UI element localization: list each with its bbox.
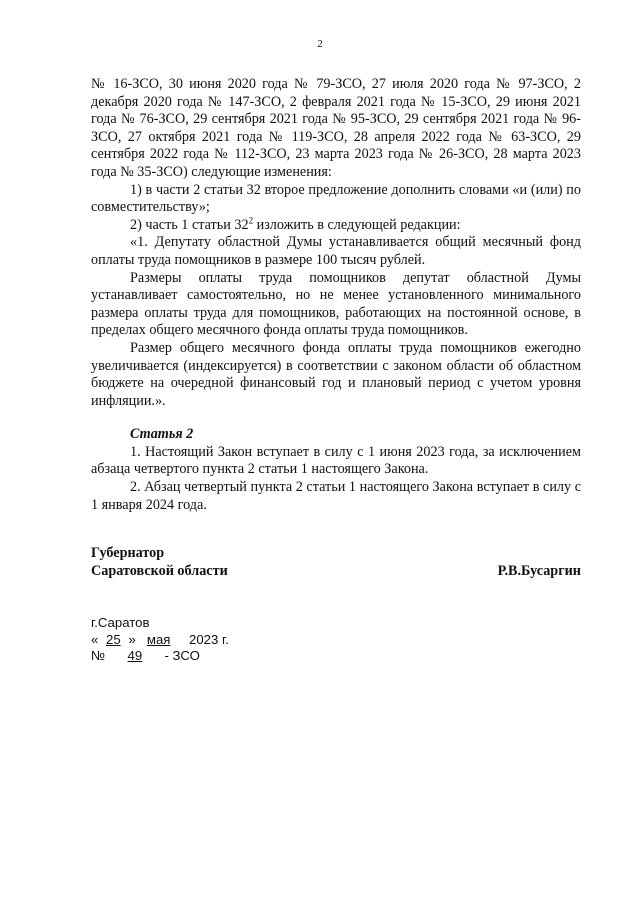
footer-date xyxy=(91,632,391,649)
date-close-quote: » xyxy=(128,631,136,647)
article-2-paragraph-1: 1. Настоящий Закон вступает в силу с 1 июня 2023 года, за исключением абзаца четвертого пункта 2 статьи 1 настоящего Закона. xyxy=(91,443,581,478)
new-wording-paragraph-1: «1. Депутату областной Думы устанавливается общий месячный фонд оплаты труда помощников в размере 100 тысяч рублей. xyxy=(91,234,581,268)
date-year: 2023 г. xyxy=(189,631,229,647)
footer-number xyxy=(91,648,391,665)
signatory-title-line-2: Саратовской области xyxy=(91,562,228,579)
date-month: мая xyxy=(146,631,171,647)
amendment-list-paragraph: № 16-ЗСО, 30 июня 2020 года № 79-ЗСО, 27 июля 2020 года № 97-ЗСО, 2 декабря 2020 года № 147-ЗСО, 2 февраля 2021 года № 15-ЗСО, 29 июня 2021 года № 76-ЗСО, 29 сентября 2021 года № 95-ЗСО, 29 сентября 2021 года № 96-ЗСО, 27 октября 2021 года № 119-ЗСО, 28 апреля 2022 года № 63-ЗСО, 29 сентября 2022 года № 112-ЗСО, 23 марта 2023 года № 26-ЗСО, 28 марта 2023 года № 35-ЗСО) следующие изменения: xyxy=(91,76,581,180)
law-number: 49 xyxy=(127,648,143,664)
article-2-title: Статья 2 xyxy=(130,426,194,443)
date-open-quote: « xyxy=(91,631,99,647)
change-item-2-end: изложить в следующей редакции: xyxy=(253,216,461,233)
document-body xyxy=(91,76,581,514)
footer-city: г.Саратов xyxy=(91,615,150,630)
number-prefix: № xyxy=(91,648,106,664)
article-2-paragraph-2: 2. Абзац четвертый пункта 2 статьи 1 настоящего Закона вступает в силу с 1 января 2024 года. xyxy=(91,479,581,513)
signatory-title-line-1: Губернатор xyxy=(91,545,165,561)
change-item-1: 1) в части 2 статьи 32 второе предложение дополнить словами «и (или) по совместительству»; xyxy=(91,181,581,216)
change-item-2-start: 2) часть 1 статьи 32 xyxy=(130,216,249,233)
signatory-name: Р.В.Бусаргин xyxy=(497,562,581,579)
number-suffix: - ЗСО xyxy=(164,648,200,664)
new-wording-paragraph-3: Размер общего месячного фонда оплаты труда помощников ежегодно увеличивается (индексируется) в соответствии с законом области об областном бюджете на очередной финансовый год и плановый период с учетом уровня инфляции.». xyxy=(91,339,581,409)
new-wording-paragraph-2: Размеры оплаты труда помощников депутат областной Думы устанавливает самостоятельно, но не менее установленного минимального размера оплаты труда для помощников, работающих на постоянной основе, в пределах общего месячного фонда оплаты труда помощников. xyxy=(91,269,581,339)
page-number: 2 xyxy=(317,38,323,50)
spacer xyxy=(91,410,581,426)
date-day: 25 xyxy=(106,631,121,647)
change-item-2-superscript: 2 xyxy=(248,215,254,226)
document-footer xyxy=(91,615,391,665)
signature-row xyxy=(91,563,581,581)
signature-block xyxy=(91,545,581,580)
change-item-2 xyxy=(91,217,581,235)
